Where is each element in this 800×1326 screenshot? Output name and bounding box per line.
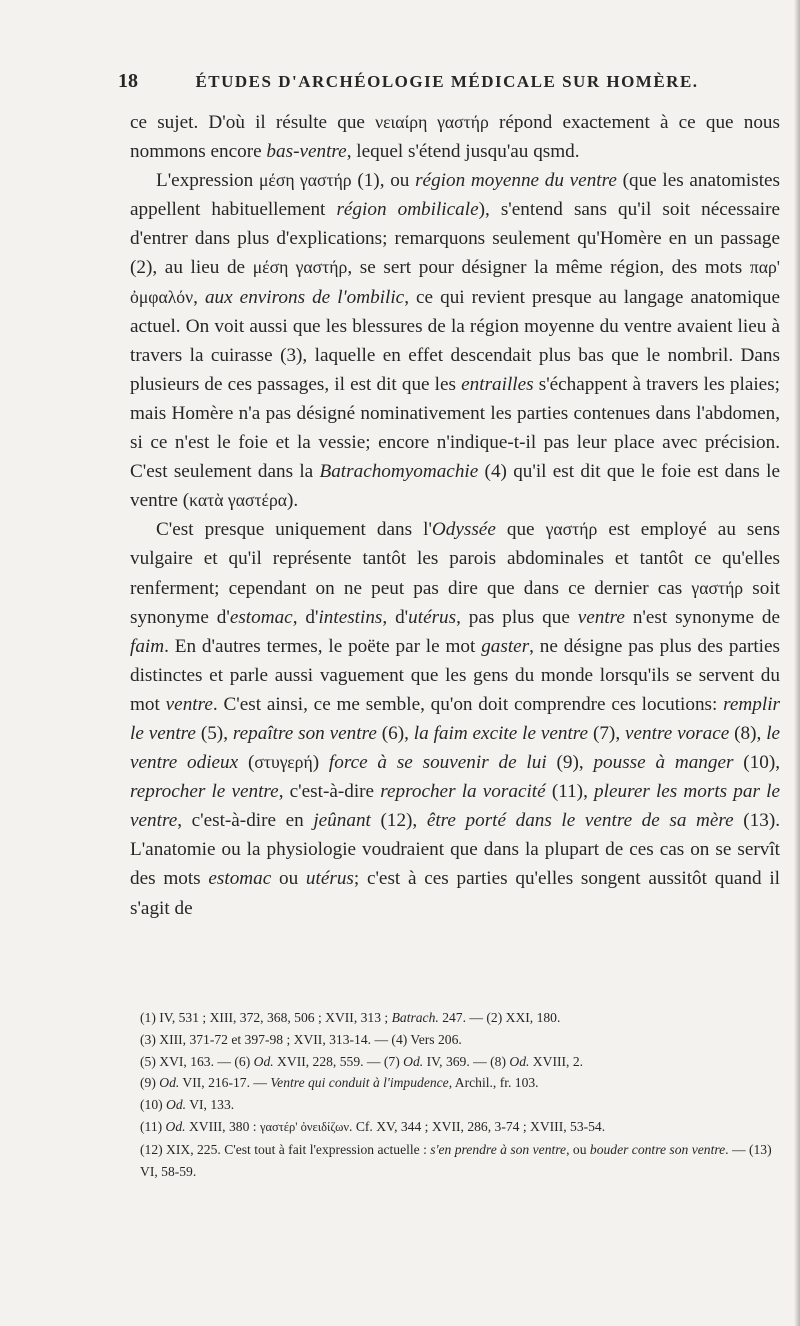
- italic-text: être porté dans le ventre de sa mère: [426, 810, 734, 832]
- text-run: , d': [292, 606, 319, 628]
- text-run: XVIII, 380 :: [185, 1118, 260, 1134]
- text-run: que: [495, 519, 546, 541]
- italic-text: force à se souvenir de lui: [328, 752, 547, 774]
- italic-text: le ventre odieux: [130, 722, 781, 774]
- greek-text: κατὰ γαστέρα: [189, 490, 288, 511]
- page-edge-shadow: [794, 0, 800, 1326]
- italic-text: entrailles: [461, 373, 534, 395]
- text-run: (10): [140, 1097, 167, 1113]
- italic-text: reprocher le ventre: [130, 781, 279, 803]
- text-run: VI, 133.: [186, 1097, 235, 1113]
- text-run: XVII, 228, 559. — (7): [273, 1053, 404, 1069]
- italic-text: ventre: [165, 693, 213, 715]
- text-run: ), s'entend sans qu'il soit nécessaire d'entrer dans plus d'explications; remarquons seulement qu'Homère en un passage (2), au lieu de: [130, 199, 780, 279]
- running-title: ÉTUDES D'ARCHÉOLOGIE MÉDICALE SUR HOMÈRE.: [195, 72, 699, 91]
- text-run: (5) XVI, 163. — (6): [140, 1053, 254, 1069]
- text-run: . — (13) VI, 58-59.: [140, 1141, 772, 1179]
- text-run: (10),: [733, 752, 781, 774]
- text-run: XVIII, 2.: [529, 1053, 584, 1069]
- text-run: (5),: [195, 722, 233, 744]
- page-number: 18: [118, 70, 138, 92]
- italic-text: ventre vorace: [624, 722, 730, 744]
- paragraph: [130, 515, 780, 922]
- greek-text: γαστέρ' ὀνειδίζων: [259, 1119, 350, 1134]
- text-run: (8),: [729, 722, 767, 744]
- text-run: , se sert pour désigner la même région, des mots: [347, 257, 750, 279]
- text-run: (7),: [588, 722, 625, 744]
- text-run: IV, 369. — (8): [423, 1053, 510, 1069]
- italic-text: bouder contre son ventre: [589, 1141, 726, 1157]
- italic-text: Od.: [253, 1053, 274, 1069]
- text-run: , c'est-à-dire en: [177, 810, 314, 832]
- text-run: ,: [193, 286, 205, 308]
- text-run: 247. — (2) XXI, 180.: [438, 1010, 561, 1025]
- text-run: (1), ou: [351, 170, 416, 192]
- text-run: (12),: [370, 810, 427, 832]
- main-text: [130, 108, 780, 923]
- text-run: (12) XIX, 225. C'est tout à fait l'expression actuelle :: [140, 1141, 431, 1157]
- text-run: soit synonyme d': [130, 577, 780, 628]
- italic-text: Od.: [159, 1075, 180, 1091]
- greek-text: μέση γαστήρ: [252, 257, 348, 278]
- italic-text: utérus: [305, 868, 354, 890]
- text-run: , c'est-à-dire: [278, 781, 381, 803]
- italic-text: Batrach.: [391, 1010, 439, 1025]
- italic-text: Od.: [166, 1097, 187, 1113]
- text-run: ce sujet. D'où il résulte que: [130, 112, 376, 133]
- footnote-line: [140, 1116, 780, 1139]
- italic-text: remplir le ventre: [130, 693, 780, 744]
- italic-text: ventre: [577, 606, 625, 628]
- italic-text: pleurer les morts par le ventre: [130, 781, 780, 832]
- text-run: L'expression: [156, 170, 259, 192]
- italic-text: repaître son ventre: [232, 722, 377, 744]
- italic-text: s'en prendre à son ventre: [430, 1141, 567, 1157]
- footnote-line: [140, 1007, 780, 1029]
- text-run: C'est presque uniquement dans l': [156, 519, 432, 541]
- footnote-line: [140, 1051, 780, 1073]
- text-run: (9): [140, 1075, 160, 1091]
- footnote-line: [140, 1029, 780, 1051]
- text-run: (11),: [545, 781, 595, 803]
- text-run: VII, 216-17. —: [179, 1075, 271, 1091]
- text-run: (: [238, 752, 255, 774]
- text-run: ; c'est à ces parties qu'elles songent aussitôt quand il s'agit de: [130, 868, 780, 919]
- italic-text: région ombilicale: [336, 199, 479, 221]
- paragraph: [130, 166, 780, 515]
- text-run: , pas plus que: [456, 606, 578, 628]
- text-run: . C'est ainsi, ce me semble, qu'on doit comprendre ces locutions:: [212, 693, 724, 715]
- paragraph: [130, 108, 780, 166]
- text-run: . En d'autres termes, le poëte par le mot: [164, 635, 482, 657]
- italic-text: reprocher la voracité: [380, 781, 546, 803]
- italic-text: intestins: [318, 606, 383, 628]
- italic-text: Ventre qui conduit à l'impudence: [270, 1075, 449, 1091]
- text-run: ): [312, 752, 329, 774]
- italic-text: Od.: [403, 1053, 424, 1069]
- text-run: (3) XIII, 371-72 et 397-98 ; XVII, 313-14. — (4) Vers 206.: [140, 1031, 462, 1047]
- greek-text: νειαίρη γαστήρ: [375, 112, 489, 132]
- text-run: s'échappent à travers les plaies; mais Homère n'a pas désigné nominativement les parties contenues dans l'abdomen, si ce n'est le foie et la vessie; encore n'indique-t-il pas leur place avec précision. C'est seulement dans la: [130, 373, 780, 483]
- text-run: n'est synonyme de: [624, 606, 780, 628]
- italic-text: estomac: [229, 606, 293, 628]
- italic-text: pousse à manger: [593, 752, 734, 774]
- greek-text: γαστήρ: [545, 519, 598, 540]
- text-run: (13). L'anatomie ou la physiologie voudraient que dans la plupart de ces cas on se servît des mots: [130, 810, 781, 890]
- text-run: (9),: [546, 752, 594, 774]
- italic-text: utérus: [408, 606, 457, 628]
- italic-text: bas-ventre: [266, 141, 347, 163]
- text-run: ).: [287, 490, 299, 512]
- text-run: (4) qu'il est dit que le foie est dans le ventre (: [130, 461, 780, 512]
- italic-text: jeûnant: [313, 810, 371, 832]
- text-run: , lequel s'étend jusqu'au qsmd.: [346, 141, 580, 163]
- italic-text: région moyenne du ventre: [415, 170, 617, 192]
- italic-text: Od.: [509, 1053, 530, 1069]
- text-run: (11): [140, 1118, 166, 1134]
- italic-text: Batrachomyomachie: [319, 461, 479, 483]
- italic-text: Odyssée: [431, 519, 496, 541]
- greek-text: γαστήρ: [691, 577, 744, 598]
- text-run: répond exactement à ce que nous nommons encore: [130, 112, 780, 163]
- footnote-line: [140, 1094, 780, 1116]
- greek-text: στυγερή: [254, 752, 313, 773]
- italic-text: la faim excite le ventre: [413, 722, 589, 744]
- text-run: , Archil., fr. 103.: [448, 1075, 539, 1091]
- italic-text: gaster: [481, 635, 530, 657]
- text-run: , ce qui revient presque au langage anatomique actuel. On voit aussi que les blessures de la région moyenne du ventre avaient lieu à travers la cuirasse (3), laquelle en effet descendait plus bas que le nombril. Dans plusieurs de ces passages, il est dit que les: [130, 286, 780, 395]
- greek-text: μέση γαστήρ: [258, 170, 352, 191]
- text-run: . Cf. XV, 344 ; XVII, 286, 3-74 ; XVIII, 53-54.: [349, 1118, 606, 1134]
- text-run: (6),: [376, 722, 414, 744]
- italic-text: faim: [130, 635, 165, 657]
- text-run: (que les anatomistes appellent habituellement: [130, 170, 781, 221]
- text-run: ou: [271, 868, 306, 890]
- text-run: , d': [382, 606, 409, 628]
- footnotes: [140, 1007, 780, 1182]
- footnote-line: [140, 1139, 780, 1183]
- text-run: , ne désigne pas plus des parties distinctes et parle aussi vaguement que les gens du monde lorsqu'ils se servent du mot: [130, 635, 780, 715]
- italic-text: Od.: [165, 1118, 186, 1134]
- footnote-line: [140, 1072, 780, 1094]
- text-run: est employé au sens vulgaire et qu'il représente tantôt les parois abdominales et tantôt ce qu'elles renferment; cependant on ne peut pas dire que dans ce dernier cas: [130, 519, 780, 599]
- italic-text: aux environs de l'ombilic: [204, 286, 405, 308]
- page-header: [118, 70, 776, 100]
- text-run: , ou: [566, 1141, 590, 1157]
- italic-text: estomac: [208, 868, 272, 890]
- greek-text: παρ' ὀμφαλόν: [130, 257, 780, 307]
- text-run: (1) IV, 531 ; XIII, 372, 368, 506 ; XVII, 313 ;: [140, 1010, 392, 1025]
